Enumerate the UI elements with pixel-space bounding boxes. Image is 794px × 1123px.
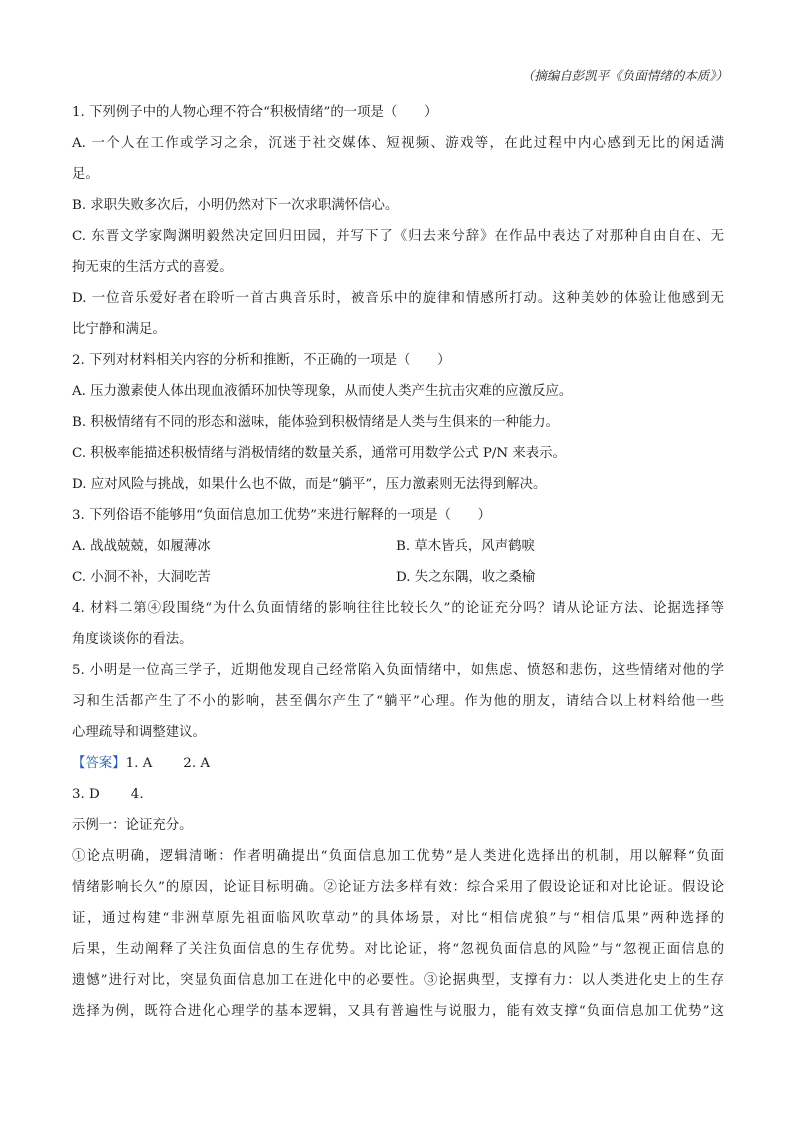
answer-line-1 [72,748,724,779]
example-line: 情绪影响长久”的原因，论证目标明确。②论证方法多样有效：综合采用了假设论证和对比论证。假设论 [72,880,724,895]
question-1-option-a-cont: 足。 [72,167,99,182]
example-line: 后果，生动阐释了关注负面信息的生存优势。对比论证，将“忽视负面信息的风险”与“忽视正面信息的 [72,942,724,957]
example-line: 选择为例，既符合进化心理学的基本逻辑，又具有普遍性与说服力，能有效支撑“负面信息加工优势”这 [72,1004,724,1019]
question-3-option-b: B. 草木皆兵，风声鹤唳 [396,539,535,554]
question-5-stem-cont-2: 心理疏导和调整建议。 [72,725,206,740]
question-4-stem-cont: 角度谈谈你的看法。 [72,632,193,647]
example-line: 证，通过构建“非洲草原先祖面临风吹草动”的具体场景，对比“相信虎狼”与“相信瓜果”两种选择的 [72,911,724,926]
question-content [72,97,724,1027]
question-3-option-a: A. 战战兢兢，如履薄冰 [72,539,211,554]
example-line: 遗憾”进行对比，突显负面信息加工在进化中的必要性。③论据典型，支撑有力：以人类进化史上的生存 [72,973,724,988]
question-2-option-c: C. 积极率能描述积极情绪与消极情绪的数量关系，通常可用数学公式 P/N 来表示。 [72,446,566,461]
question-1-stem: 1. 下列例子中的人物心理不符合“积极情绪”的一项是（ ） [72,105,438,120]
question-3-options-row-1 [72,531,724,562]
question-3-stem: 3. 下列俗语不能够用“负面信息加工优势”来进行解释的一项是（ ） [72,508,492,523]
question-1-option-a: A. 一个人在工作或学习之余，沉迷于社交媒体、短视频、游戏等，在此过程中内心感到无比的闲适满 [72,136,724,151]
answer-tag: 【答案】 [72,756,126,771]
question-3-options-row-2 [72,562,724,593]
question-2-option-d: D. 应对风险与挑战，如果什么也不做，而是“躺平”，压力激素则无法得到解决。 [72,477,547,492]
question-5-stem-cont-1: 习和生活都产生了不小的影响，甚至偶尔产生了“躺平”心理。作为他的朋友，请结合以上材料给他一些 [72,694,724,709]
question-1-option-b: B. 求职失败多次后，小明仍然对下一次求职满怀信心。 [72,198,399,213]
question-1-option-c-cont: 拘无束的生活方式的喜爱。 [72,260,233,275]
question-1-option-d-cont: 比宁静和满足。 [72,322,166,337]
example-title: 示例一：论证充分。 [72,818,193,833]
question-3-option-d: D. 失之东隅，收之桑榆 [396,570,536,585]
question-3-option-c: C. 小洞不补，大洞吃苦 [72,570,211,585]
question-1-option-c: C. 东晋文学家陶渊明毅然决定回归田园，并写下了《归去来兮辞》在作品中表达了对那种自由自在、无 [72,229,724,244]
source-citation: （摘编自彭凯平《负面情绪的本质》） [521,68,728,83]
answer-line-2: 3. D 4. [72,787,144,802]
question-1-option-d: D. 一位音乐爱好者在聆听一首古典音乐时，被音乐中的旋律和情感所打动。这种美妙的体验让他感到无 [72,291,724,306]
question-4-stem: 4. 材料二第④段围绕“为什么负面情绪的影响往往比较长久”的论证充分吗？请从论证方法、论据选择等 [72,601,724,616]
question-5-stem: 5. 小明是一位高三学子，近期他发现自己经常陷入负面情绪中，如焦虑、愤怒和悲伤，这些情绪对他的学 [72,663,724,678]
example-line: ①论点明确，逻辑清晰：作者明确提出“负面信息加工优势”是人类进化选择出的机制，用以解释“负面 [72,849,724,864]
question-2-option-b: B. 积极情绪有不同的形态和滋味，能体验到积极情绪是人类与生俱来的一种能力。 [72,415,560,430]
question-2-option-a: A. 压力激素使人体出现血液循环加快等现象，从而使人类产生抗击灾难的应激反应。 [72,384,573,399]
answer-values-1: 1. A 2. A [125,756,211,771]
question-2-stem: 2. 下列对材料相关内容的分析和推断，不正确的一项是（ ） [72,353,451,368]
